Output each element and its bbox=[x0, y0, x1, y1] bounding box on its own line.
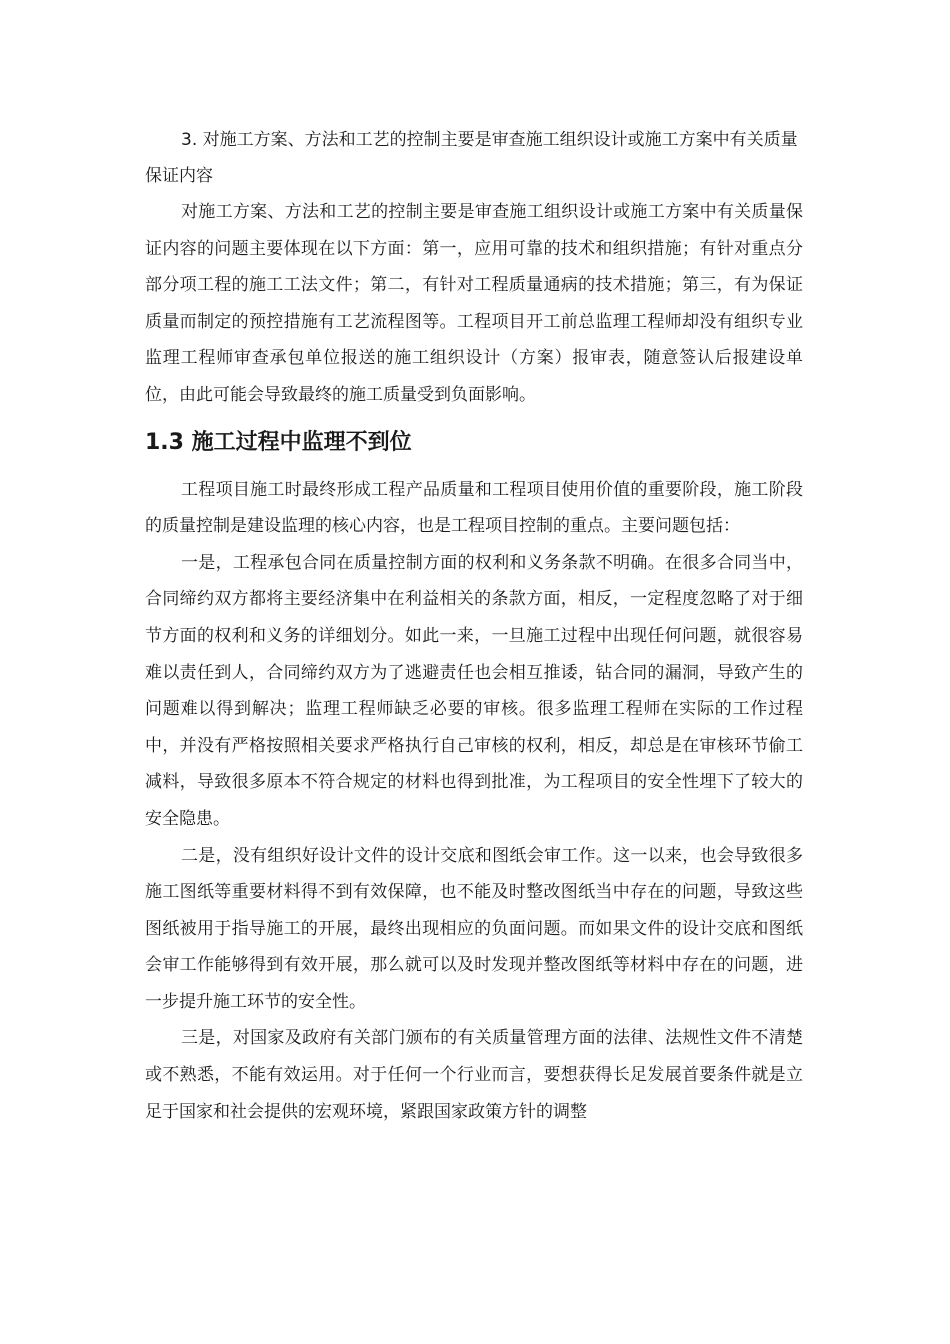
subheading: 3. 对施工方案、方法和工艺的控制主要是审查施工组织设计或施工方案中有关质量保证内容 bbox=[145, 130, 798, 186]
section-title: 1.3 施工过程中监理不到位 bbox=[145, 429, 412, 455]
paragraph-point-three: 三是，对国家及政府有关部门颁布的有关质量管理方面的法律、法规性文件不清楚或不熟悉，不能有效运用。对于任何一个行业而言，要想获得长足发展首要条件就是立足于国家和社会提供的宏观环境，紧跟国家政策方针的调整 bbox=[145, 1028, 803, 1122]
paragraph-method-control: 对施工方案、方法和工艺的控制主要是审查施工组织设计或施工方案中有关质量保证内容的问题主要体现在以下方面：第一，应用可靠的技术和组织措施；有针对重点分部分项工程的施工工法文件；第二，有针对工程质量通病的技术措施；第三，有为保证质量而制定的预控措施有工艺流程图等。工程项目开工前总监理工程师却没有组织专业监理工程师审查承包单位报送的施工组织设计（方案）报审表，随意签认后报建设单位，由此可能会导致最终的施工质量受到负面影响。 bbox=[145, 202, 803, 405]
document-page bbox=[145, 122, 803, 1130]
paragraph-intro: 工程项目施工时最终形成工程产品质量和工程项目使用价值的重要阶段，施工阶段的质量控制是建设监理的核心内容，也是工程项目控制的重点。主要问题包括： bbox=[145, 479, 803, 537]
paragraph-point-one: 一是，工程承包合同在质量控制方面的权利和义务条款不明确。在很多合同当中，合同缔约双方都将主要经济集中在利益相关的条款方面，相反，一定程度忽略了对于细节方面的权利和义务的详细划分。如此一来，一旦施工过程中出现任何问题，就很容易难以责任到人，合同缔约双方为了逃避责任也会相互推诿，钻合同的漏洞，导致产生的问题难以得到解决；监理工程师缺乏必要的审核。很多监理工程师在实际的工作过程中，并没有严格按照相关要求严格执行自己审核的权利，相反，却总是在审核环节偷工减料，导致很多原本不符合规定的材料也得到批准，为工程项目的安全性埋下了较大的安全隐患。 bbox=[145, 552, 803, 829]
paragraph-point-two: 二是，没有组织好设计文件的设计交底和图纸会审工作。这一以来，也会导致很多施工图纸等重要材料得不到有效保障，也不能及时整改图纸当中存在的问题，导致这些图纸被用于指导施工的开展，最终出现相应的负面问题。而如果文件的设计交底和图纸会审工作能够得到有效开展，那么就可以及时发现并整改图纸等材料中存在的问题，进一步提升施工环节的安全性。 bbox=[145, 845, 803, 1012]
